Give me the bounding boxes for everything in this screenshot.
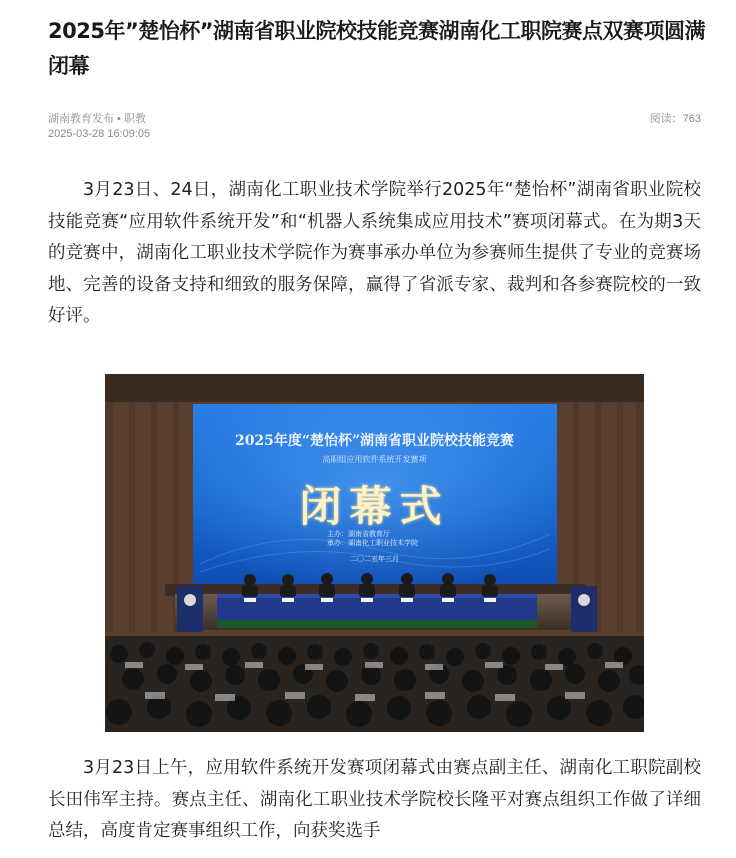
article-source[interactable]: 湖南教育发布 • 职教 [48, 113, 146, 125]
article-paragraph-1: 3月23日、24日，湖南化工职业技术学院举行2025年“楚怡杯”湖南省职业院校技能竞赛“应用软件系统开发”和“机器人系统集成应用技术”赛项闭幕式。在为期3天的竞赛中，湖南化工职业技术学院作为赛事承办单位为参赛师生提供了专业的竞赛场地、完善的设备支持和细致的服务保障，赢得了省派专家、裁判和各参赛院校的一致好评。 [48, 180, 701, 326]
screen-host-line-2: 承办：湖南化工职业技术学院 [327, 539, 418, 547]
article-title: 2025年”楚怡杯”湖南省职业院校技能竞赛湖南化工职院赛点双赛项圆满闭幕 [48, 19, 706, 78]
screen-date: 二〇二五年三月 [350, 555, 399, 563]
photo-scene [105, 374, 644, 732]
view-count: 阅读：763 [649, 113, 701, 125]
screen-title: 2025年度“楚怡杯”湖南省职业院校技能竞赛 [234, 433, 515, 449]
screen-subtitle: 高职组应用软件系统开发赛项 [322, 455, 427, 464]
article-date: 2025-03-28 16:09:05 [48, 128, 151, 140]
screen-host [327, 530, 418, 548]
article-photo[interactable] [105, 374, 644, 732]
screen-main-text: 闭幕式 [299, 482, 450, 531]
screen-host-line-1: 主办：湖南省教育厅 [327, 530, 390, 538]
article-paragraph-2: 3月23日上午，应用软件系统开发赛项闭幕式由赛点副主任、湖南化工职院副校长田伟军主持。赛点主任、湖南化工职业技术学院校长隆平对赛点组织工作做了详细总结，高度肯定赛事组织工作，向获奖选手 [48, 758, 701, 841]
